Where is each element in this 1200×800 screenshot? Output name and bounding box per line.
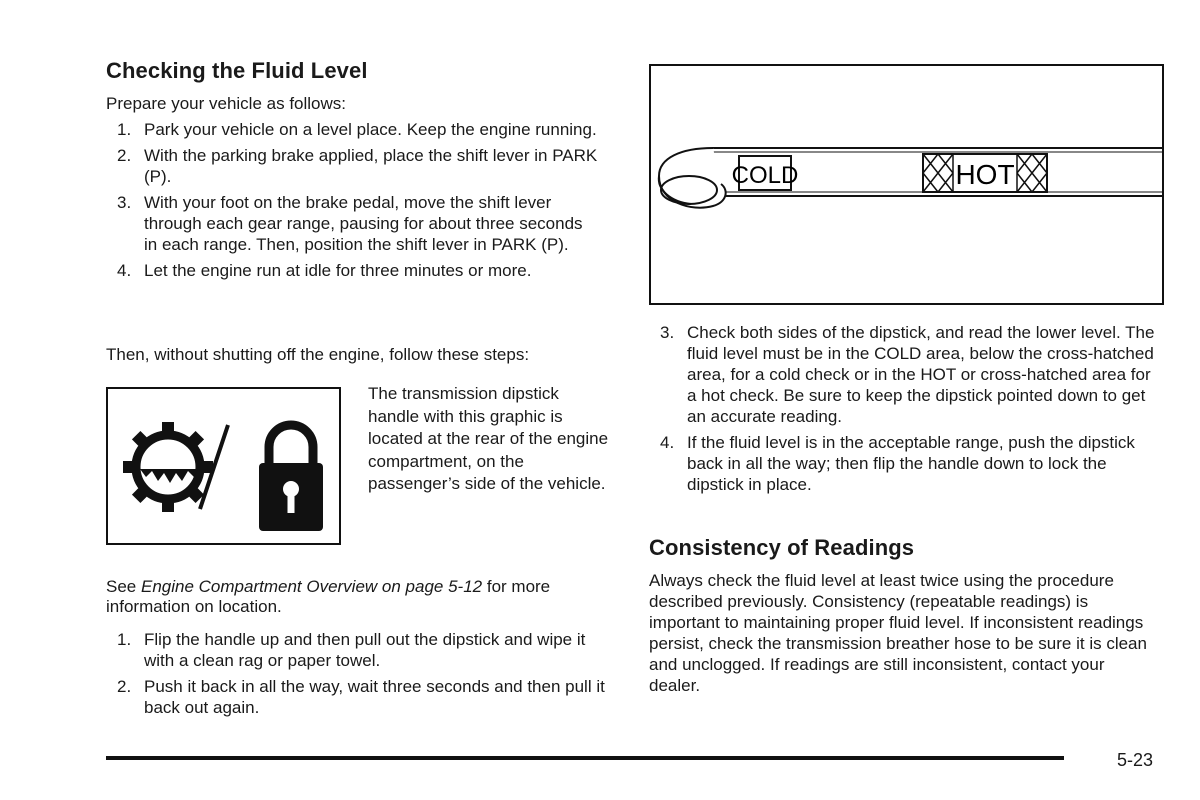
step-text: Check both sides of the dipstick, and read the lower level. The fluid level must be in the COLD area, below the cross-hatched area, for a cold check or in the HOT or cross-hatched area for a hot check. Be sure to keep the dipstick pointed down to get an accurate reading.	[687, 323, 1155, 426]
then-text: Then, without shutting off the engine, follow these steps:	[106, 345, 530, 364]
dipstick-illustration	[651, 66, 1162, 303]
cold-label: COLD	[731, 162, 799, 189]
gear-padlock-graphic	[108, 389, 339, 543]
step-text: Let the engine run at idle for three minutes or more.	[144, 261, 532, 280]
section-heading-consistency: Consistency of Readings	[649, 535, 915, 560]
section-heading-checking-fluid-level: Checking the Fluid Level	[106, 58, 368, 83]
step-text: Push it back in all the way, wait three seconds and then pull it back out again.	[144, 677, 605, 717]
dipstick-illustration-box	[649, 64, 1164, 305]
list-item	[106, 192, 616, 255]
list-item	[106, 260, 616, 281]
intro-text: Prepare your vehicle as follows:	[106, 94, 347, 113]
padlock-icon	[259, 425, 323, 531]
list-item	[649, 322, 1164, 427]
see-also-text	[106, 577, 606, 617]
step-number: 1.	[117, 630, 132, 649]
step-number: 2.	[117, 677, 132, 696]
step-number: 4.	[660, 433, 675, 452]
consistency-paragraph: Always check the fluid level at least twice using the procedure described previously. Consistency (repeatable readings) is important to maintaining proper fluid level. If inconsistent readings persist, check the transmission breather hose to be sure it is clean and unclogged. If readings are still inconsistent, contact your dealer.	[649, 571, 1147, 695]
check-steps-list-left	[106, 629, 611, 723]
step-text: Flip the handle up and then pull out the dipstick and wipe it with a clean rag or paper towel.	[144, 630, 586, 670]
step-text: With your foot on the brake pedal, move the shift lever through each gear range, pausing for about three seconds in each range. Then, position the shift lever in PARK (P).	[144, 193, 583, 254]
list-item	[106, 119, 616, 140]
prep-steps-list	[106, 119, 616, 286]
see-suffix: for more information on location.	[106, 577, 551, 616]
list-item	[106, 145, 616, 187]
check-steps-list-right	[649, 322, 1164, 500]
cross-reference-link[interactable]: Engine Compartment Overview on page 5-12	[140, 577, 483, 596]
step-number: 3.	[117, 193, 132, 212]
step-text: If the fluid level is in the acceptable range, push the dipstick back in all the way; then flip the handle down to lock the dipstick in place.	[687, 433, 1135, 494]
footer-rule	[106, 756, 1064, 760]
gear-icon	[123, 422, 213, 512]
page-number: 5-23	[1117, 750, 1154, 770]
hot-label: HOT	[955, 159, 1015, 190]
step-text: Park your vehicle on a level place. Keep the engine running.	[144, 120, 597, 139]
step-number: 1.	[117, 120, 132, 139]
list-item	[106, 629, 611, 671]
list-item	[649, 432, 1164, 495]
dipstick-symbol-box	[106, 387, 341, 545]
see-prefix: See	[106, 577, 141, 596]
symbol-caption: The transmission dipstick handle with this graphic is located at the rear of the engine compartment, on the passenger’s side of the vehicle.	[368, 384, 609, 493]
step-text: With the parking brake applied, place the shift lever in PARK (P).	[144, 146, 598, 186]
list-item	[106, 676, 611, 718]
step-number: 4.	[117, 261, 132, 280]
step-number: 3.	[660, 323, 675, 342]
step-number: 2.	[117, 146, 132, 165]
